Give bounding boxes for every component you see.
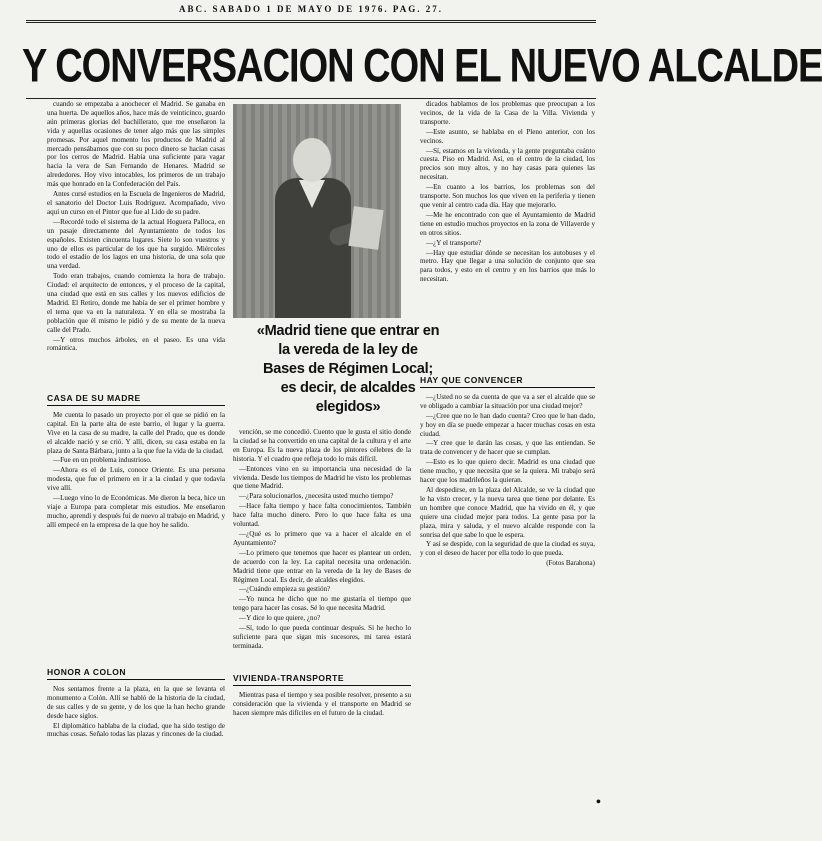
vivienda-paragraph: Mientras pasa el tiempo y sea posible resolver, presento a su consideración que la vivienda y el transporte en Madrid se hacen siempre más difíciles en el futuro de la ciudad.: [233, 690, 411, 717]
col3-paragraph: —Lo primero que tenemos que hacer es plantear un orden, de acuerdo con la ley. La capital necesita una ordenación. Madrid tiene que entrar en la vereda de la ley de Bases de Régimen Local. Es decir, de alcaldes elegidos.: [233, 548, 411, 584]
hay-heading: HAY QUE CONVENCER: [420, 376, 595, 388]
casa-paragraph: —Luego vino lo de Económicas. Me dieron la beca, hice un viaje a Europa para completar mis estudios. Me enseñaron mucho, aprendí y después fui de nuevo al trabajo en Madrid, y allí empecé en la empresa de la que hoy he salido.: [47, 494, 225, 529]
mayor-photo: [233, 104, 401, 318]
honor-heading: HONOR A COLON: [47, 668, 225, 680]
honor-paragraph: El diplomático hablaba de la ciudad, que ha sido testigo de muchas cosas. Señalo todas las plazas y rincones de la ciudad.: [47, 721, 225, 739]
column-3: [233, 428, 411, 666]
col4-paragraph: —Me he encontrado con que el Ayuntamiento de Madrid tiene en estudio muchos proyectos en la zona de Villaverde y en otros sitios.: [420, 210, 595, 237]
casa-heading: CASA DE SU MADRE: [47, 394, 225, 406]
end-mark: •: [596, 795, 601, 810]
headline-rule: [26, 98, 596, 99]
vivienda-heading: VIVIENDA-TRANSPORTE: [233, 674, 411, 686]
col4-paragraph: —Este asunto, se hablaba en el Pleno anterior, con los vecinos.: [420, 127, 595, 145]
column-4: [420, 100, 595, 368]
col3-paragraph: —Sí, todo lo que pueda continuar después. Si he hecho lo suficiente para que sigan mis sucesores, mi tarea estará terminada.: [233, 624, 411, 650]
col3-paragraph: —¿Cuándo empieza su gestión?: [239, 585, 331, 594]
col3-paragraph: —¿Para solucionarlos, ¿necesita usted mucho tiempo?: [239, 492, 394, 501]
vivienda-section: [233, 668, 411, 833]
col3-paragraph: —Entonces vino en su importancia una necesidad de la vivienda. Desde los tiempos de Madrid he visto los problemas que tiene Madrid.: [233, 464, 411, 491]
col3-paragraph: vención, se me concedió. Cuento que le gusta el sitio donde la ciudad se ha convertido en una capital de la cultura y el arte en Europa. Es la nueva plaza de los pintores célebres de la historia. Y el cuadro que refleja todo lo más difícil.: [233, 428, 411, 463]
column-1: [47, 100, 225, 385]
honor-paragraph: Nos sentamos frente a la plaza, en la que se levanta el monumento a Colón. Allí se habló de la historia de la ciudad, de sus calles y de su gente, y de los que la han hecho grande desde hace siglos.: [47, 684, 225, 720]
casa-paragraph: —Ahora es el de Luis, conoce Oriente. Es una persona modesta, que fue el primero en ir a la ciudad y que todavía vive allí.: [47, 466, 225, 493]
casa-paragraph: Me cuenta lo pasado un proyecto por el que se pidió en la capital. En la parte alta de este barrio, el lugar y la guerra. Vive en la casa de su madre, la calle del Prado, que es donde el alcalde nació y se crió. Y allí, dicen, su casa estaba en la plaza de Santa Bárbara, junto a la que fue la vida de la ciudad.: [47, 410, 225, 455]
col1-paragraph: Antes cursé estudios en la Escuela de Ingenieros de Madrid, el sanatorio del Doctor Luis Rodríguez. Acompañado, vivo aquí un curso en el Pintor que fue al Lido de su padre.: [47, 190, 225, 216]
top-rule-2: [26, 22, 596, 23]
col4-paragraph: —Sí, estamos en la vivienda, y la gente preguntaba cuánto cuesta. Piso en Madrid. Así, en el centro de la ciudad, los precios son muy altos, y no hay casas para quienes las necesitan.: [420, 146, 595, 182]
col4-paragraph: —¿Y el transporte?: [426, 238, 482, 247]
hay-paragraph: —¿Usted no se da cuenta de que va a ser el alcalde que se ve obligado a cambiar la situación por una ciudad mejor?: [420, 392, 595, 410]
honor-section: [47, 662, 225, 832]
hay-paragraph: Y así se despide, con la seguridad de que la ciudad es suya, y con el deseo de hacer por ella todo lo que pueda.: [420, 540, 595, 558]
hay-section: [420, 370, 595, 832]
col3-paragraph: —Y dice lo que quiere, ¿no?: [239, 614, 321, 623]
headline: Y CONVERSACION CON EL NUEVO ALCALDE: [22, 40, 822, 93]
hay-paragraph: —¿Cree que no le han dado cuenta? Creo que le han dado, y hoy en día se puede empezar a hacer muchas cosas en esta ciudad.: [420, 411, 595, 438]
col4-paragraph: —En cuanto a los barrios, los problemas son del transporte. Son muchos los que viven en la periferia y tienen que venir al centro cada día. Hay que mejorarlo.: [420, 183, 595, 209]
col1-paragraph: cuando se empezaba a anochecer el Madrid. Se ganaba en una huerta. De aquellos años, hace más de veinticinco, guardo aún primeras glorias del bachillerato, que me enseñaron la vida y aquellas ocasiones de tener algo más que las simples promesas. Por aquel momento los productos de Madrid al mercado pensábamos que con su poco dinero se hacían casas por los cerros de Madrid. Había una suficiente para vagar hacia la vera de San Fernando de Henares. Madrid se alrededores. Hoy vivo intocables, los primeros de un trabajo más que honrado en la Confederación del País.: [47, 100, 225, 189]
col1-paragraph: —Recordé todo el sistema de la actual Hoguera Palloca, en un pasaje directamente del Ayuntamiento de todos los españoles. Existen cincuenta lugares. Siete lo son vuestros y uno de ellos es particular de los que ha surgido. Miércoles todo el estadio de los lagos en una historia, de una sola que una verdad.: [47, 217, 225, 271]
col3-paragraph: —Yo nunca he dicho que no me gustaría el tiempo que tengo para hacer las cosas. Sé lo que necesita Madrid.: [233, 595, 411, 613]
hay-paragraph: —Esto es lo que quiero decir. Madrid es una ciudad que tiene mucho, y que necesita que se la quiera. Mi trabajo será hacer que los madrileños la quieran.: [420, 458, 595, 485]
top-rule: [26, 20, 596, 21]
col4-paragraph: dicados hablamos de los problemas que preocupan a los vecinos, de la vida de la Casa de la Villa. Vivienda y transporte.: [420, 100, 595, 126]
col1-paragraph: —Y otros muchos árboles, en el paseo. Es una vida romántica.: [47, 335, 225, 353]
col4-paragraph: —Hay que estudiar dónde se necesitan los autobuses y el metro. Hay que llegar a una solución de conjunto que sea para todos, y esto en el centro y en los barrios que más lo necesitan.: [420, 248, 595, 284]
masthead: ABC. SABADO 1 DE MAYO DE 1976. PAG. 27.: [178, 4, 443, 14]
casa-paragraph: —Fue en un problema industrioso.: [53, 456, 152, 465]
hay-paragraph: —Y cree que le darán las cosas, y que las entiendan. Se trata de convencer y de hacer que se cumplan.: [420, 439, 595, 457]
pull-quote: «Madrid tiene que entrar en la vereda de la ley de Bases de Régimen Local; es decir, de alcaldes elegidos»: [256, 323, 440, 415]
col1-paragraph: Todo eran trabajos, cuando comienza la hora de trabajo. Ciudad: el arquitecto de entonces, y el proceso de la capital, una ciudad que está en sus calles y los nuevos edificios de Madrid. El Retiro, donde me había de ser el primer hombre y el tema que va en la naturaleza. Y en ella se mostraba la población que él mismo le pidió y de su mente de la nueva calle del Prado.: [47, 272, 225, 334]
col3-paragraph: —¿Qué es lo primero que va a hacer el alcalde en el Ayuntamiento?: [233, 529, 411, 547]
col3-paragraph: —Hace falta tiempo y hace falta conocimientos. También hace falta mucho dinero. Pero lo que hace falta es una voluntad.: [233, 502, 411, 529]
hay-paragraph: Al despedirse, en la plaza del Alcalde, se ve la ciudad que le ha visto crecer, y la nueva tarea que tiene por delante. Es un hombre que conoce Madrid, que ha vivido en él, y que quiere una ciudad mejor para todos. La gente pasa por la plaza, mira y saluda, y el nuevo alcalde responde con la sonrisa del que sabe lo que le espera.: [420, 485, 595, 539]
photo-credit: (Fotos Barahona): [546, 559, 595, 568]
casa-section: [47, 388, 225, 658]
